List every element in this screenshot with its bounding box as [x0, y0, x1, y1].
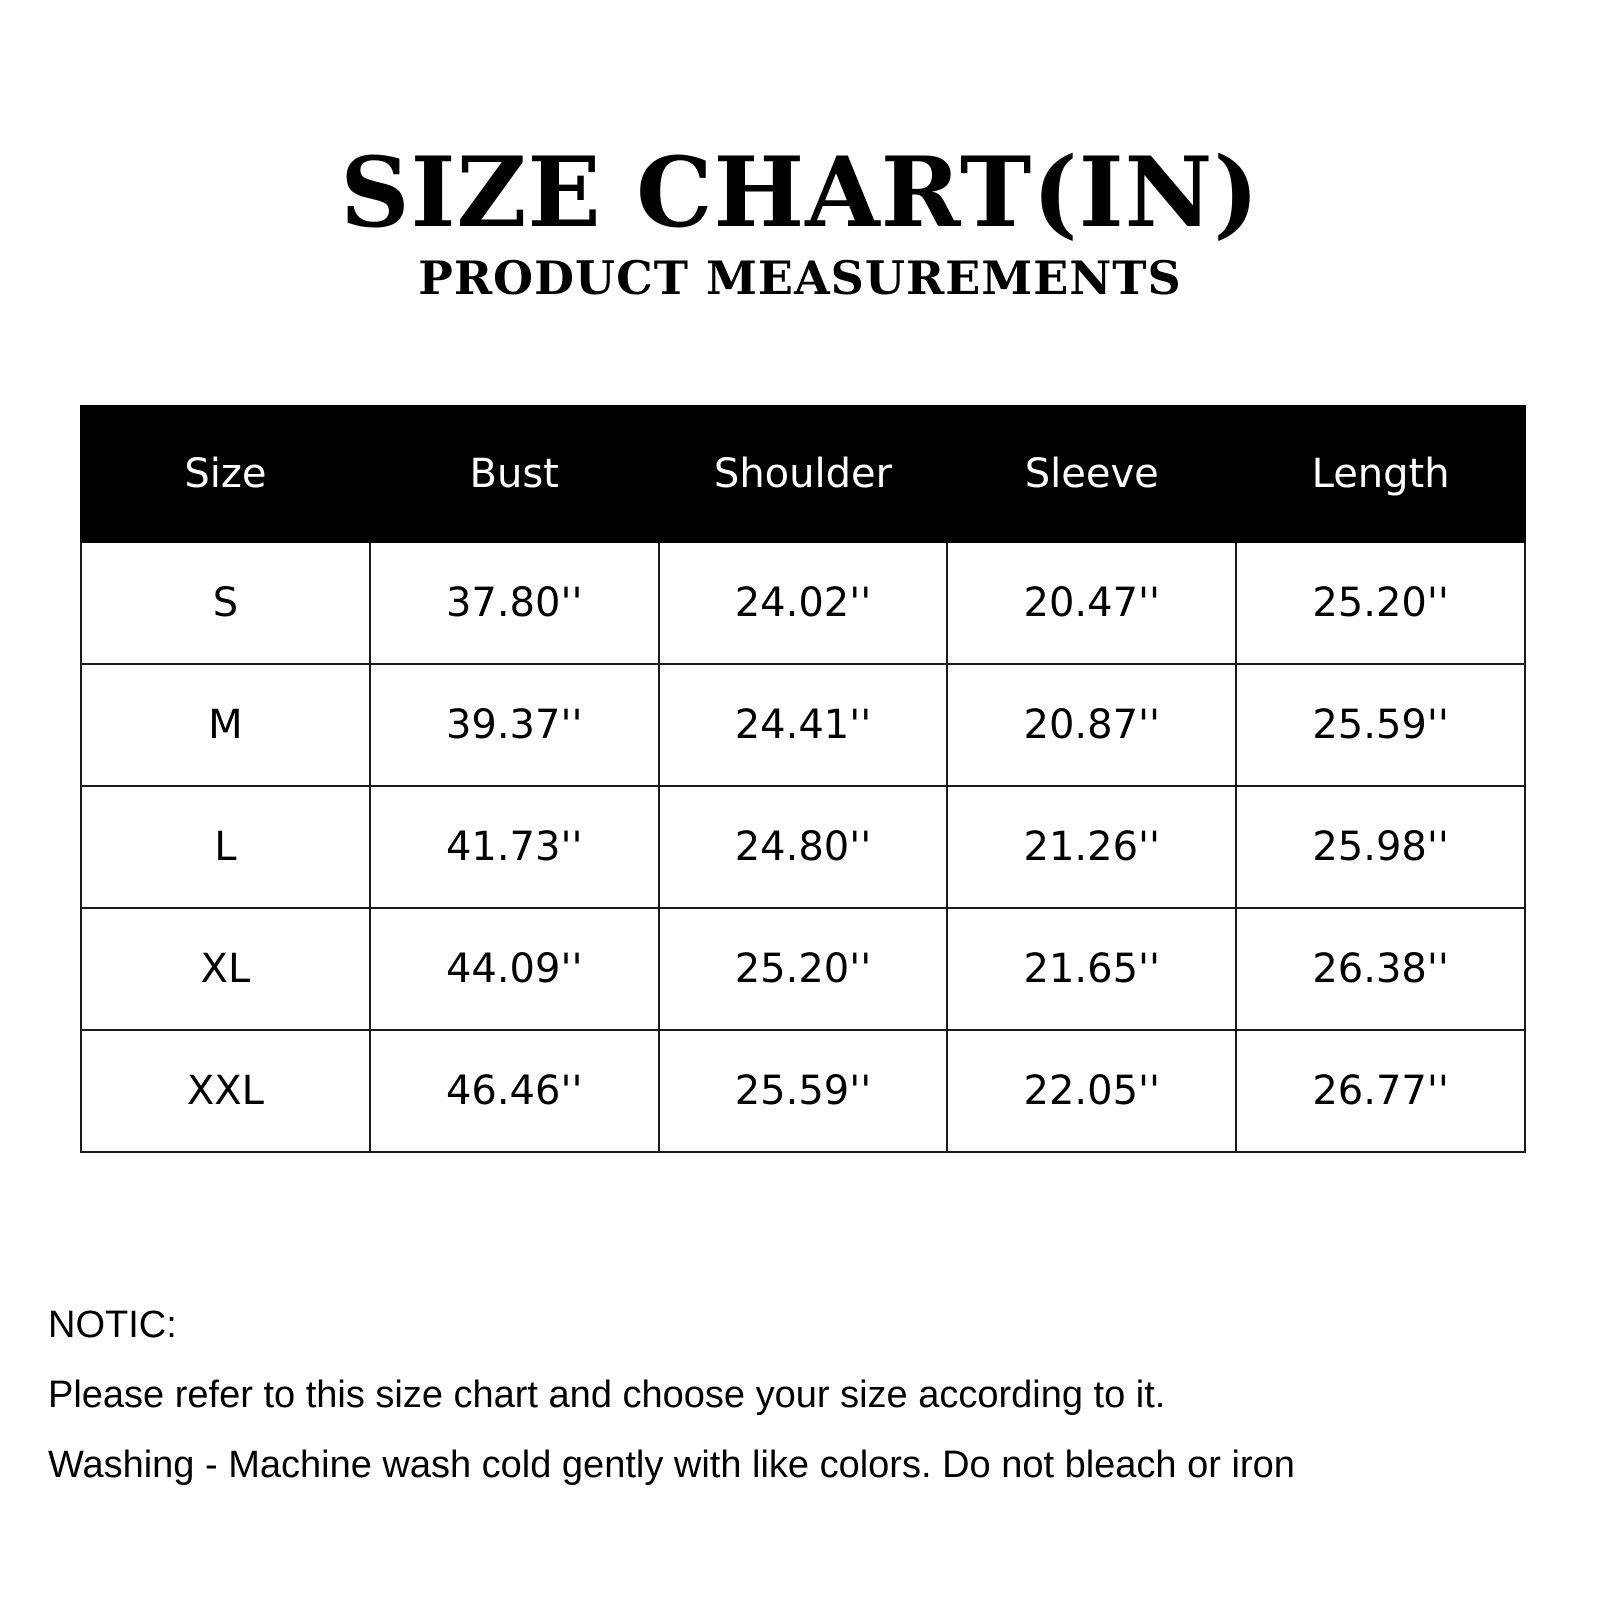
column-header-bust: Bust	[370, 406, 659, 542]
page-title: SIZE CHART(IN)	[340, 136, 1260, 249]
table-row	[81, 542, 1525, 664]
table-body	[81, 542, 1525, 1152]
notes-section	[48, 1290, 1568, 1500]
sleeve-cell: 20.47''	[947, 542, 1236, 664]
column-header-size: Size	[81, 406, 370, 542]
size-cell: M	[81, 664, 370, 786]
size-cell: XL	[81, 908, 370, 1030]
bust-cell: 46.46''	[370, 1030, 659, 1152]
bust-cell: 44.09''	[370, 908, 659, 1030]
size-chart-table	[80, 405, 1526, 1153]
notes-line-washing: Washing - Machine wash cold gently with like colors. Do not bleach or iron	[48, 1444, 1295, 1486]
table-row	[81, 664, 1525, 786]
bust-cell: 41.73''	[370, 786, 659, 908]
page-subtitle: PRODUCT MEASUREMENTS	[418, 251, 1182, 305]
notes-heading: NOTIC:	[48, 1304, 177, 1346]
length-cell: 26.38''	[1236, 908, 1525, 1030]
column-header-shoulder: Shoulder	[659, 406, 948, 542]
table-header	[81, 406, 1525, 542]
bust-cell: 37.80''	[370, 542, 659, 664]
size-cell: S	[81, 542, 370, 664]
length-cell: 25.59''	[1236, 664, 1525, 786]
shoulder-cell: 24.80''	[659, 786, 948, 908]
sleeve-cell: 20.87''	[947, 664, 1236, 786]
sleeve-cell: 21.65''	[947, 908, 1236, 1030]
size-cell: XXL	[81, 1030, 370, 1152]
length-cell: 25.20''	[1236, 542, 1525, 664]
notes-line-sizing: Please refer to this size chart and choose your size according to it.	[48, 1374, 1166, 1416]
shoulder-cell: 25.20''	[659, 908, 948, 1030]
column-header-length: Length	[1236, 406, 1525, 542]
table-header-row	[81, 406, 1525, 542]
shoulder-cell: 25.59''	[659, 1030, 948, 1152]
sleeve-cell: 21.26''	[947, 786, 1236, 908]
table-row	[81, 786, 1525, 908]
shoulder-cell: 24.02''	[659, 542, 948, 664]
column-header-sleeve: Sleeve	[947, 406, 1236, 542]
table-row	[81, 1030, 1525, 1152]
sleeve-cell: 22.05''	[947, 1030, 1236, 1152]
table-row	[81, 908, 1525, 1030]
length-cell: 26.77''	[1236, 1030, 1525, 1152]
shoulder-cell: 24.41''	[659, 664, 948, 786]
size-cell: L	[81, 786, 370, 908]
bust-cell: 39.37''	[370, 664, 659, 786]
length-cell: 25.98''	[1236, 786, 1525, 908]
